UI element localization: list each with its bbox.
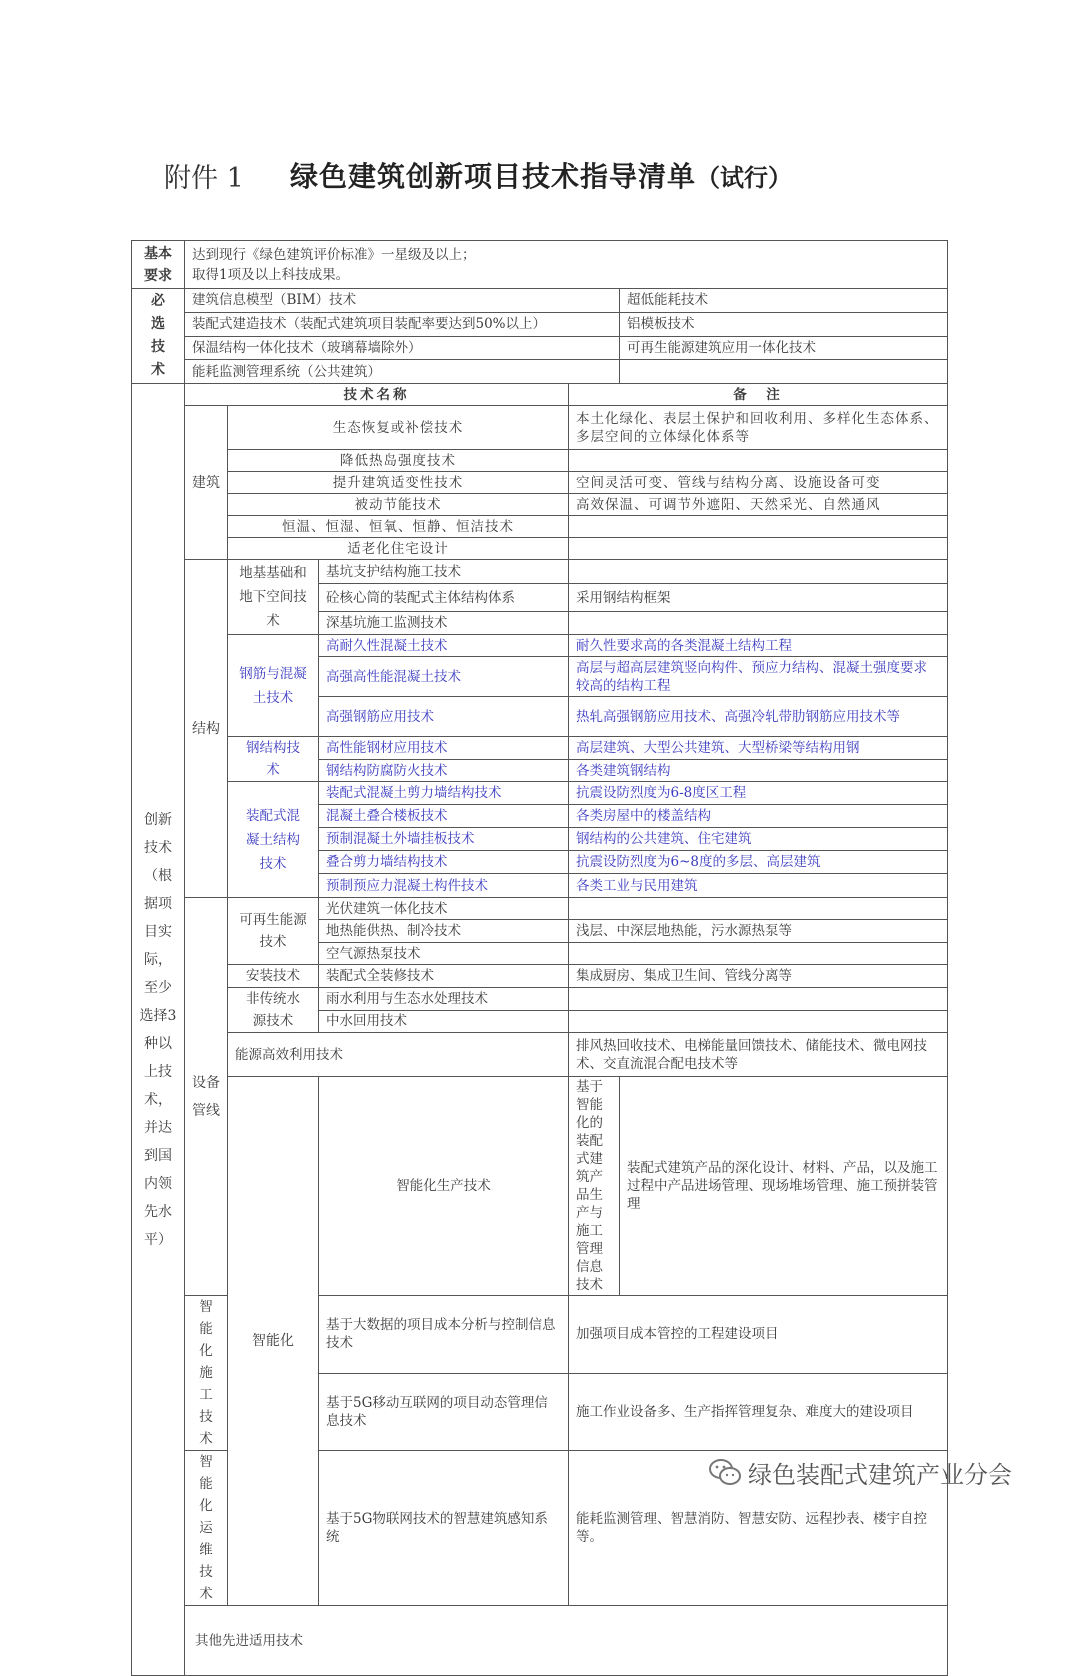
category-equipment-label: 设备管线 [192,1074,220,1119]
tech-note: 高层建筑、大型公共建筑、大型桥梁等结构用钢 [569,737,948,760]
tech-note [569,988,948,1011]
tech-note: 各类工业与民用建筑 [569,874,948,898]
title-prefix: 附件 1 [164,162,244,194]
innovation-tech-label [132,384,185,1676]
watermark [708,1456,1012,1488]
title-main: 绿色建筑创新项目技术指导清单 [290,160,697,193]
tech-name: 深基坑施工监测技术 [319,611,569,634]
tech-note: 各类房屋中的楼盖结构 [569,805,948,828]
category-building-label: 建筑 [192,474,220,491]
tech-name: 生态恢复或补偿技术 [228,406,569,450]
watermark-text: 绿色装配式建筑产业分会 [748,1460,1012,1489]
tech-note: 高效保温、可调节外遮阳、天然采光、自然通风 [569,494,948,516]
category-structure-label: 结构 [192,720,220,737]
tech-note: 排风热回收技术、电梯能量回馈技术、储能技术、微电网技术、交直流混合配电技术等 [569,1033,948,1077]
tech-name: 适老化住宅设计 [228,538,569,560]
tech-note: 本土化绿化、表层土保护和回收利用、多样化生态体系、多层空间的立体绿化体系等 [569,406,948,450]
tech-name: 基于5G物联网技术的智慧建筑感知系统 [319,1451,569,1606]
tech-note: 施工作业设备多、生产指挥管理复杂、难度大的建设项目 [569,1373,948,1451]
subcategory-concrete: 钢筋与混凝土技术 [228,635,319,737]
tech-note: 抗震设防烈度为6-8度区工程 [569,782,948,805]
required-tech-item: 超低能耗技术 [620,289,948,313]
tech-note: 浅层、中深层地热能，污水源热泵等 [569,920,948,943]
tech-name: 光伏建筑一体化技术 [319,898,569,920]
title-suffix: （试行） [696,162,793,192]
required-tech-item: 可再生能源建筑应用一体化技术 [620,336,948,360]
tech-name: 钢结构防腐防火技术 [319,760,569,782]
tech-note: 钢结构的公共建筑、住宅建筑 [569,828,948,851]
tech-name: 基于智能化的装配式建筑产品生产与施工管理信息技术 [569,1077,620,1296]
tech-name: 高强钢筋应用技术 [319,697,569,737]
tech-note: 高层与超高层建筑竖向构件、预应力结构、混凝土强度要求较高的结构工程 [569,657,948,697]
basic-requirements-label: 基本 要求 [132,241,185,289]
required-tech-item [620,360,948,384]
column-header-name: 技术名称 [185,384,569,406]
basic-requirement-line: 取得1项及以上科技成果。 [192,266,350,283]
tech-note: 抗震设防烈度为6~8度的多层、高层建筑 [569,851,948,874]
required-tech-item: 保温结构一体化技术（玻璃幕墙除外） [185,336,620,360]
tech-note: 各类建筑钢结构 [569,760,948,782]
tech-name: 基于大数据的项目成本分析与控制信息技术 [319,1296,569,1374]
tech-name: 预制混凝土外墙挂板技术 [319,828,569,851]
category-equipment [185,898,228,1296]
tech-name: 混凝土叠合楼板技术 [319,805,569,828]
basic-requirement-line: 达到现行《绿色建筑评价标准》一星级及以上； [192,246,476,263]
tech-name: 高耐久性混凝土技术 [319,635,569,657]
tech-name: 降低热岛强度技术 [228,450,569,472]
category-smart-label: 智能化 [252,1333,294,1349]
tech-note [569,560,948,584]
tech-name: 被动节能技术 [228,494,569,516]
tech-name: 能源高效利用技术 [228,1033,569,1077]
tech-name: 预制预应力混凝土构件技术 [319,874,569,898]
tech-name: 雨水利用与生态水处理技术 [319,988,569,1011]
required-tech-label: 必 选 技 术 [132,289,185,384]
tech-note [569,450,948,472]
tech-note: 能耗监测管理、智慧消防、智慧安防、远程抄表、楼宇自控等。 [569,1451,948,1606]
subcategory-foundation: 地基基础和地下空间技术 [228,560,319,635]
tech-note [569,516,948,538]
tech-name: 基坑支护结构施工技术 [319,560,569,584]
tech-note [569,1010,948,1033]
tech-note [569,538,948,560]
tech-note: 耐久性要求高的各类混凝土结构工程 [569,635,948,657]
required-tech-item: 能耗监测管理系统（公共建筑） [185,360,620,384]
tech-note: 热轧高强钢筋应用技术、高强冷轧带肋钢筋应用技术等 [569,697,948,737]
tech-note [569,611,948,634]
tech-name: 基于5G移动互联网的项目动态管理信息技术 [319,1373,569,1451]
required-tech-item: 铝模板技术 [620,312,948,336]
page-title [164,152,792,198]
tech-note: 装配式建筑产品的深化设计、材料、产品，以及施工过程中产品进场管理、现场堆场管理、施工预拼装管理 [620,1077,948,1296]
subcategory-prefab: 装配式混凝土结构技术 [228,782,319,898]
tech-note: 采用钢结构框架 [569,584,948,611]
tech-name: 地热能供热、制冷技术 [319,920,569,943]
category-structure [185,560,228,898]
subcategory-install: 安装技术 [228,965,319,988]
tech-note: 空间灵活可变、管线与结构分离、设施设备可变 [569,472,948,494]
tech-note [569,943,948,965]
basic-requirements-content [185,241,948,289]
tech-note [569,898,948,920]
tech-name: 空气源热泵技术 [319,943,569,965]
tech-name: 装配式混凝土剪力墙结构技术 [319,782,569,805]
tech-note: 加强项目成本管控的工程建设项目 [569,1296,948,1374]
tech-note: 集成厨房、集成卫生间、管线分离等 [569,965,948,988]
tech-name: 高强高性能混凝土技术 [319,657,569,697]
subcategory-water: 非传统水源技术 [228,988,319,1033]
tech-name: 叠合剪力墙结构技术 [319,851,569,874]
tech-name: 提升建筑适变性技术 [228,472,569,494]
subcategory-renewable: 可再生能源技术 [228,898,319,965]
subcategory-steel: 钢结构技术 [228,737,319,782]
subcategory-smart-operation: 智能化运维技术 [185,1451,228,1606]
required-tech-item: 建筑信息模型（BIM）技术 [185,289,620,313]
category-building [185,406,228,560]
subcategory-smart-construction: 智能化施工技术 [185,1296,228,1451]
category-smart [228,1077,319,1606]
tech-name: 砼核心筒的装配式主体结构体系 [319,584,569,611]
subcategory-smart-production: 智能化生产技术 [319,1077,569,1296]
tech-name: 恒温、恒湿、恒氧、恒静、恒洁技术 [228,516,569,538]
tech-name: 高性能钢材应用技术 [319,737,569,760]
wechat-icon [708,1457,742,1487]
column-header-note: 备 注 [569,384,948,406]
tech-name: 中水回用技术 [319,1010,569,1033]
innovation-tech-label-text: 创新技术（根据项目实际，至少选择3种以上技术，并达到国内领先水平） [139,811,177,1248]
required-tech-item: 装配式建造技术（装配式建筑项目装配率要达到50%以上） [185,312,620,336]
other-tech: 其他先进适用技术 [185,1606,948,1676]
tech-name: 装配式全装修技术 [319,965,569,988]
